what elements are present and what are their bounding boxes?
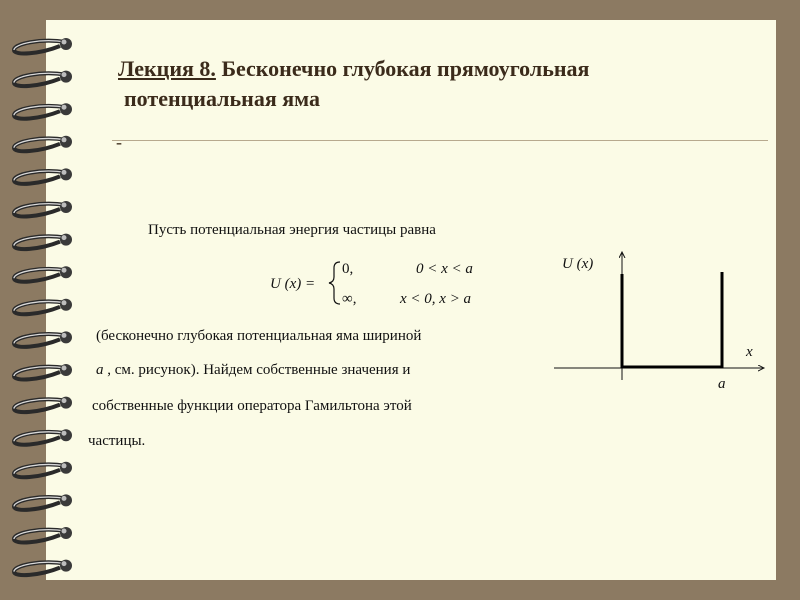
x-axis-label: x	[746, 344, 753, 360]
body-line-5: частицы.	[88, 433, 146, 449]
title-text: Бесконечно глубокая прямоугольная	[215, 56, 590, 81]
binding-ring	[14, 494, 72, 509]
binding-ring	[14, 103, 72, 118]
binding-ring	[14, 38, 72, 53]
binding-ring	[14, 266, 72, 281]
well-width-label: a	[718, 376, 726, 392]
case1-value: 0,	[342, 261, 354, 277]
binding-rings	[14, 38, 72, 575]
body-line-3	[96, 362, 410, 379]
case2-value: ∞,	[342, 291, 357, 307]
lecture-number: Лекция 8.	[118, 56, 216, 81]
binding-ring	[14, 462, 72, 477]
well-profile	[622, 272, 722, 367]
binding-ring	[14, 299, 72, 314]
potential-well-graph	[550, 240, 770, 400]
body-line-4: собственные функции оператора Гамильтона этой	[92, 398, 412, 414]
body-line-3-text: , см. рисунок). Найдем собственные значения и	[103, 362, 411, 378]
bullet-marker: -	[116, 132, 122, 152]
binding-ring	[14, 234, 72, 249]
y-axis-label: U (x)	[562, 256, 594, 272]
case1-condition: 0 < x < a	[416, 261, 473, 277]
binding-ring	[14, 331, 72, 346]
binding-ring	[14, 429, 72, 444]
binding-ring	[14, 397, 72, 412]
potential-formula	[268, 258, 508, 308]
body-line-1: Пусть потенциальная энергия частицы равна	[148, 222, 436, 238]
slide-title	[118, 54, 758, 114]
spiral-binding	[0, 0, 110, 600]
case2-condition: x < 0, x > a	[400, 291, 472, 307]
binding-ring	[14, 527, 72, 542]
binding-ring	[14, 168, 72, 183]
binding-ring	[14, 201, 72, 216]
width-variable: a	[96, 362, 104, 378]
left-brace	[329, 262, 340, 304]
binding-ring	[14, 364, 72, 379]
binding-ring	[14, 71, 72, 86]
formula-lhs: U (x) =	[270, 276, 316, 292]
title-divider	[112, 140, 768, 141]
binding-ring	[14, 136, 72, 151]
body-line-2: (бесконечно глубокая потенциальная яма шириной	[96, 328, 422, 344]
title-line2: потенциальная яма	[124, 86, 320, 111]
binding-ring	[14, 560, 72, 575]
